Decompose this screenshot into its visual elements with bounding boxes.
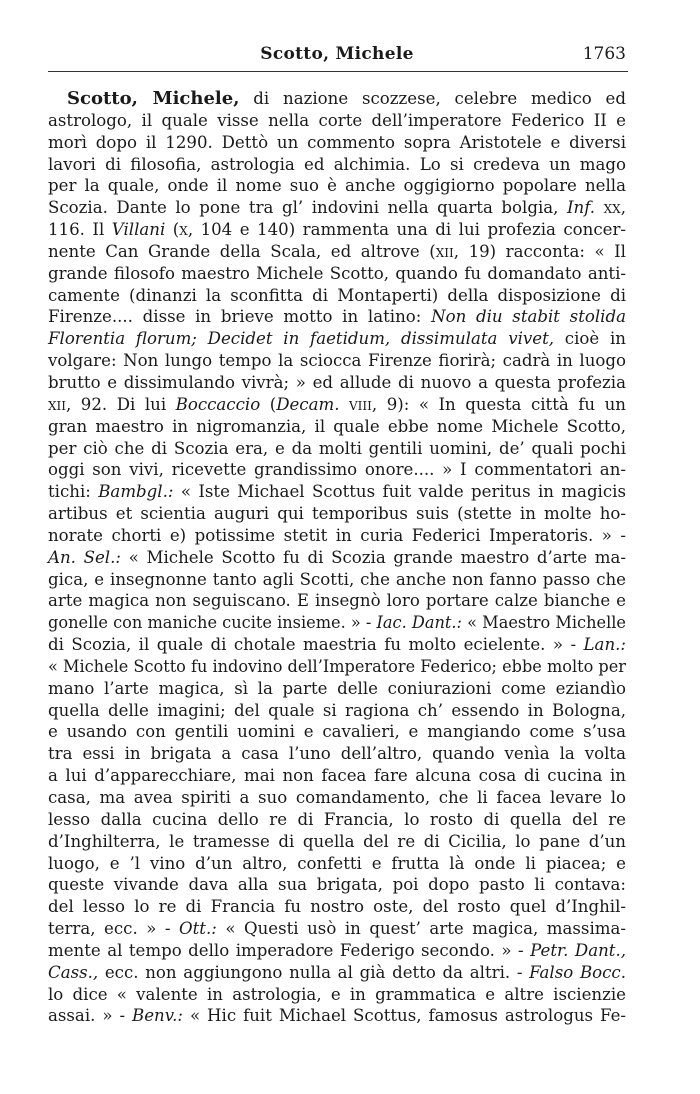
text-line: terra, ecc. » - Ott.: « Questi usò in quest’ arte magica, massima- (48, 919, 626, 939)
text-line: artibus et scientia auguri qui temporibus suis (stette in molte ho- (48, 504, 626, 524)
citation-decam: Decam. (276, 394, 340, 414)
header-rule (48, 71, 628, 72)
running-head-title: Scotto, Michele (260, 44, 414, 64)
text-line: di Scozia, il quale di chotale maestria fu molto ecielente. » - Lan.: (48, 635, 626, 655)
page-number: 1763 (582, 44, 626, 64)
text-line: xii, 92. Di lui Boccaccio (Decam. viii, 9): « In questa città fu un (48, 394, 626, 414)
text-line: mente al tempo dello imperadore Federigo secondo. » - Petr. Dant., (48, 940, 626, 960)
citation-petrdant: Petr. Dant., (530, 940, 626, 960)
text-line: gran maestro in nigromanzia, il quale ebbe nome Michele Scotto, (48, 416, 626, 436)
text-line: « Michele Scotto fu indovino dell’Imperatore Federico; ebbe molto per (48, 656, 626, 676)
text-line: lesso dalla cucina dello re di Francia, lo rosto di quella del re (48, 809, 626, 829)
text-line: gica, e insegnonne tanto agli Scotti, che anche non fanno passo che (48, 569, 626, 589)
citation-ott: Ott.: (179, 919, 217, 939)
text-line: volgare: Non lungo tempo la sciocca Firenze fiorirà; cadrà in luogo (48, 351, 626, 371)
text-line: 116. Il Villani (x, 104 e 140) rammenta una di lui profezia concer- (48, 220, 626, 240)
text-line: Scotto, Michele, di nazione scozzese, celebre medico ed (67, 88, 626, 109)
text-line: tichi: Bambgl.: « Iste Michael Scottus fuit valde peritus in magicis (48, 482, 626, 502)
text-line: grande filosofo maestro Michele Scotto, quando fu domandato anti- (48, 263, 626, 283)
text-line: Firenze.... disse in brieve motto in latino: Non diu stabit stolida (48, 307, 626, 327)
text-line: lo dice « valente in astrologia, e in grammatica e altre iscienzie (48, 984, 626, 1004)
text-line: queste vivande dava alla sua brigata, poi dopo pasto li contava: (48, 875, 626, 895)
latin-quote: Florentia florum; Decidet in faetidum, dissimulata vivet, (48, 329, 555, 349)
text-line: a lui d’apparecchiare, mai non facea fare alcuna cosa di cucina in (48, 766, 626, 786)
text-line: An. Sel.: « Michele Scotto fu di Scozia grande maestro d’arte ma- (48, 547, 626, 567)
text-line: brutto e dissimulando vivrà; » ed allude di nuovo a questa profezia (48, 372, 626, 392)
citation-ansel: An. Sel.: (48, 547, 121, 567)
text-line: per la quale, onde il nome suo è anche oggigiorno popolare nella (48, 176, 626, 196)
text-line: camente (dinanzi la sconfitta di Montaperti) della disposizione di (48, 285, 626, 305)
citation-villani: Villani (111, 220, 166, 240)
citation-benv: Benv.: (132, 1006, 183, 1026)
citation-inf: Inf. (566, 198, 596, 218)
citation-bambgl: Bambgl.: (98, 482, 174, 502)
text-line: e usando con gentili uomini e cavalieri, e mangiando come s’usa (48, 722, 626, 742)
text-line: Cass., ecc. non aggiungono nulla al già detto da altri. - Falso Bocc. (48, 962, 626, 982)
entry-text (48, 88, 626, 1027)
text-line: astrologo, il quale visse nella corte dell’imperatore Federico II e (48, 110, 626, 130)
citation-lan: Lan.: (583, 635, 626, 655)
text-line: luogo, e ’l vino d’un altro, confetti e frutta là onde li piacea; e (48, 853, 626, 873)
text-line: nente Can Grande della Scala, ed altrove (xii, 19) racconta: « Il (48, 241, 626, 261)
entry-headword: Scotto, Michele, (67, 88, 240, 109)
text-line: Florentia florum; Decidet in faetidum, dissimulata vivet, cioè in (48, 329, 626, 349)
running-head (48, 40, 626, 70)
text-line: quella delle imagini; del quale si ragiona ch’ essendo in Bologna, (48, 700, 626, 720)
text-line: d’Inghilterra, le tramesse di quella del re di Cicilia, lo pane d’un (48, 831, 626, 851)
citation-iacdant: Iac. Dant.: (376, 613, 462, 633)
text-line: casa, ma avea spiriti a suo comandamento, che li facea levare lo (48, 788, 626, 807)
citation-falsobocc: Falso Bocc. (529, 962, 626, 982)
text-line: del lesso lo re di Francia fu nostro oste, del rosto quel d’Inghil- (48, 897, 626, 917)
citation-boccaccio: Boccaccio (175, 394, 261, 414)
citation-cass: Cass., (48, 962, 99, 982)
text-line: tra essi in brigata a casa l’uno dell’altro, quando venìa la volta (48, 744, 626, 764)
text-line: gonelle con maniche cucite insieme. » - Iac. Dant.: « Maestro Michelle (48, 613, 626, 633)
text-line: lavori di filosofia, astrologia ed alchimia. Lo si credeva un mago (48, 154, 626, 174)
text-line: Scozia. Dante lo pone tra gl’ indovini nella quarta bolgia, Inf. xx, (48, 198, 626, 218)
text-line: arte magica non seguiscano. E insegnò loro portare calze bianche e (48, 591, 626, 611)
text-line: oggi son vivi, ricevette grandissimo onore.... » I commentatori an- (48, 460, 626, 480)
latin-quote: Non diu stabit stolida (431, 307, 626, 327)
text-line: assai. » - Benv.: « Hic fuit Michael Scottus, famosus astrologus Fe- (48, 1006, 626, 1026)
text-line: norate chorti e) potissime stetit in curia Federici Imperatoris. » - (48, 525, 626, 545)
text-line: morì dopo il 1290. Dettò un commento sopra Aristotele e diversi (48, 132, 626, 152)
text-line: per ciò che di Scozia era, e da molti gentili uomini, de’ quali pochi (48, 438, 626, 458)
text-line: mano l’arte magica, sì la parte delle coniurazioni come eziandìo (48, 678, 626, 698)
